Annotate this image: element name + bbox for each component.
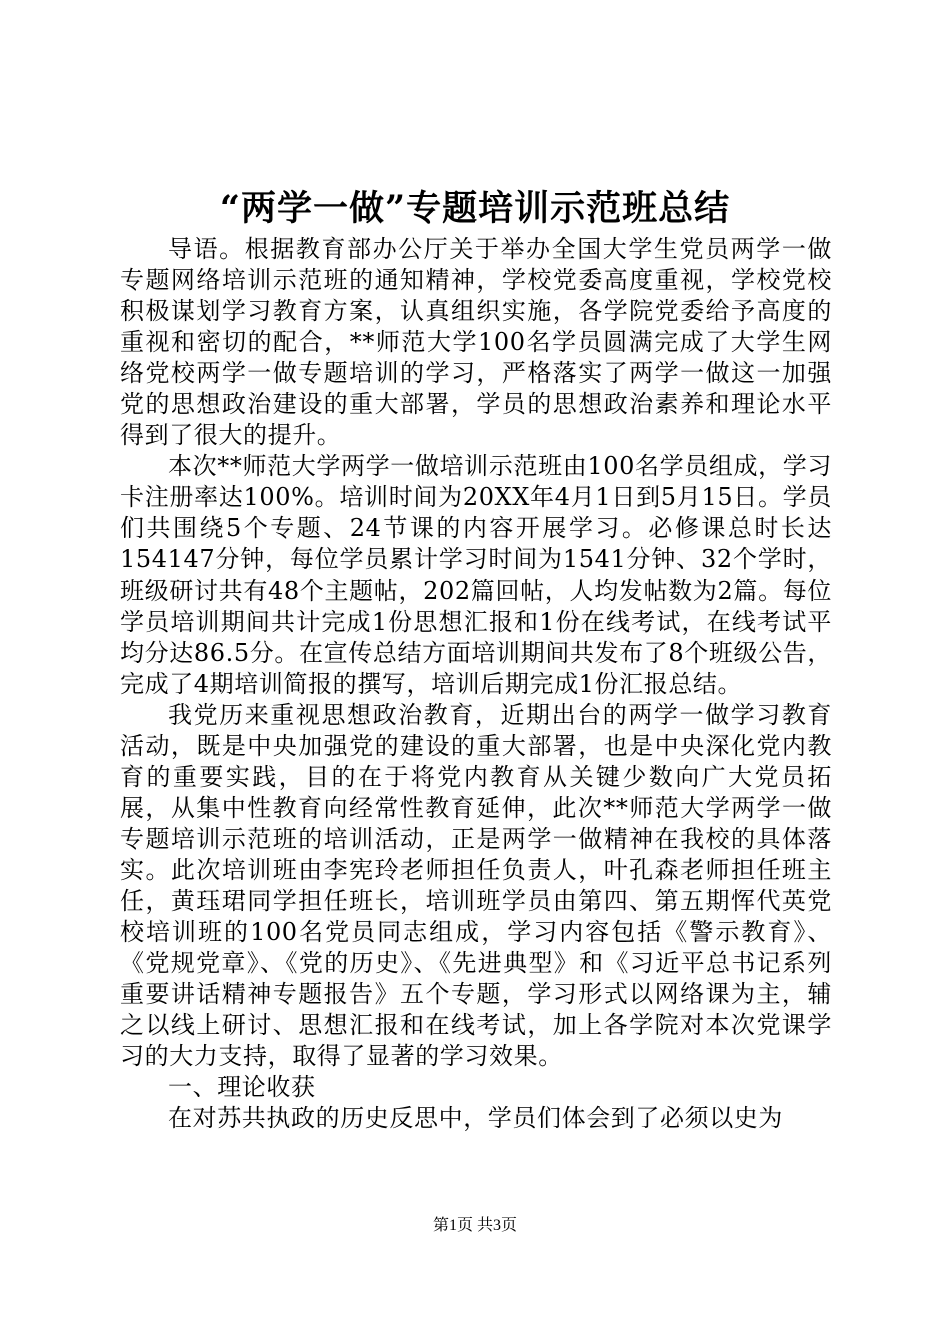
paragraph-training-statistics: 本次**师范大学两学一做培训示范班由100名学员组成，学习卡注册率达100%。培训时间为20XX年4月1日到5月15日。学员们共围绕5个专题、24节课的内容开展学习。必修课总时长达154147分钟，每位学员累计学习时间为1541分钟、32个学时，班级研讨共有48个主题帖，202篇回帖，人均发帖数为2篇。每位学员培训期间共计完成1份思想汇报和1份在线考试，在线考试平均分达86.5分。在宣传总结方面培训期间共发布了8个班级公告，完成了4期培训简报的撰写，培训后期完成1份汇报总结。 bbox=[120, 452, 832, 698]
document-body bbox=[120, 234, 832, 1134]
paragraph-introduction: 导语。根据教育部办公厅关于举办全国大学生党员两学一做专题网络培训示范班的通知精神，学校党委高度重视，学校党校积极谋划学习教育方案，认真组织实施，各学院党委给予高度的重视和密切的配合，**师范大学100名学员圆满完成了大学生网络党校两学一做专题培训的学习，严格落实了两学一做这一加强党的思想政治建设的重大部署，学员的思想政治素养和理论水平得到了很大的提升。 bbox=[120, 235, 832, 450]
page-number-footer: 第1页 共3页 bbox=[432, 1217, 517, 1234]
paragraph-training-background: 我党历来重视思想政治教育，近期出台的两学一做学习教育活动，既是中央加强党的建设的重大部署，也是中央深化党内教育的重要实践，目的在于将党内教育从关键少数向广大党员拓展，从集中性教育向经常性教育延伸，此次**师范大学两学一做专题培训示范班的培训活动，正是两学一做精神在我校的具体落实。此次培训班由李宪玲老师担任负责人，叶孔森老师担任班主任，黄珏珺同学担任班长，培训班学员由第四、第五期恽代英党校培训班的100名党员同志组成，学习内容包括《警示教育》、《党规党章》、《党的历史》、《先进典型》和《习近平总书记系列重要讲话精神专题报告》五个专题，学习形式以网络课为主，辅之以线上研讨、思想汇报和在线考试，加上各学院对本次党课学习的大力支持，取得了显著的学习效果。 bbox=[120, 700, 832, 1071]
document-title: “两学一做”专题培训示范班总结 bbox=[219, 188, 731, 229]
section-heading-theory-gains: 一、理论收获 bbox=[168, 1073, 316, 1102]
paragraph-theory-gains: 在对苏共执政的历史反思中，学员们体会到了必须以史为 bbox=[168, 1104, 783, 1133]
